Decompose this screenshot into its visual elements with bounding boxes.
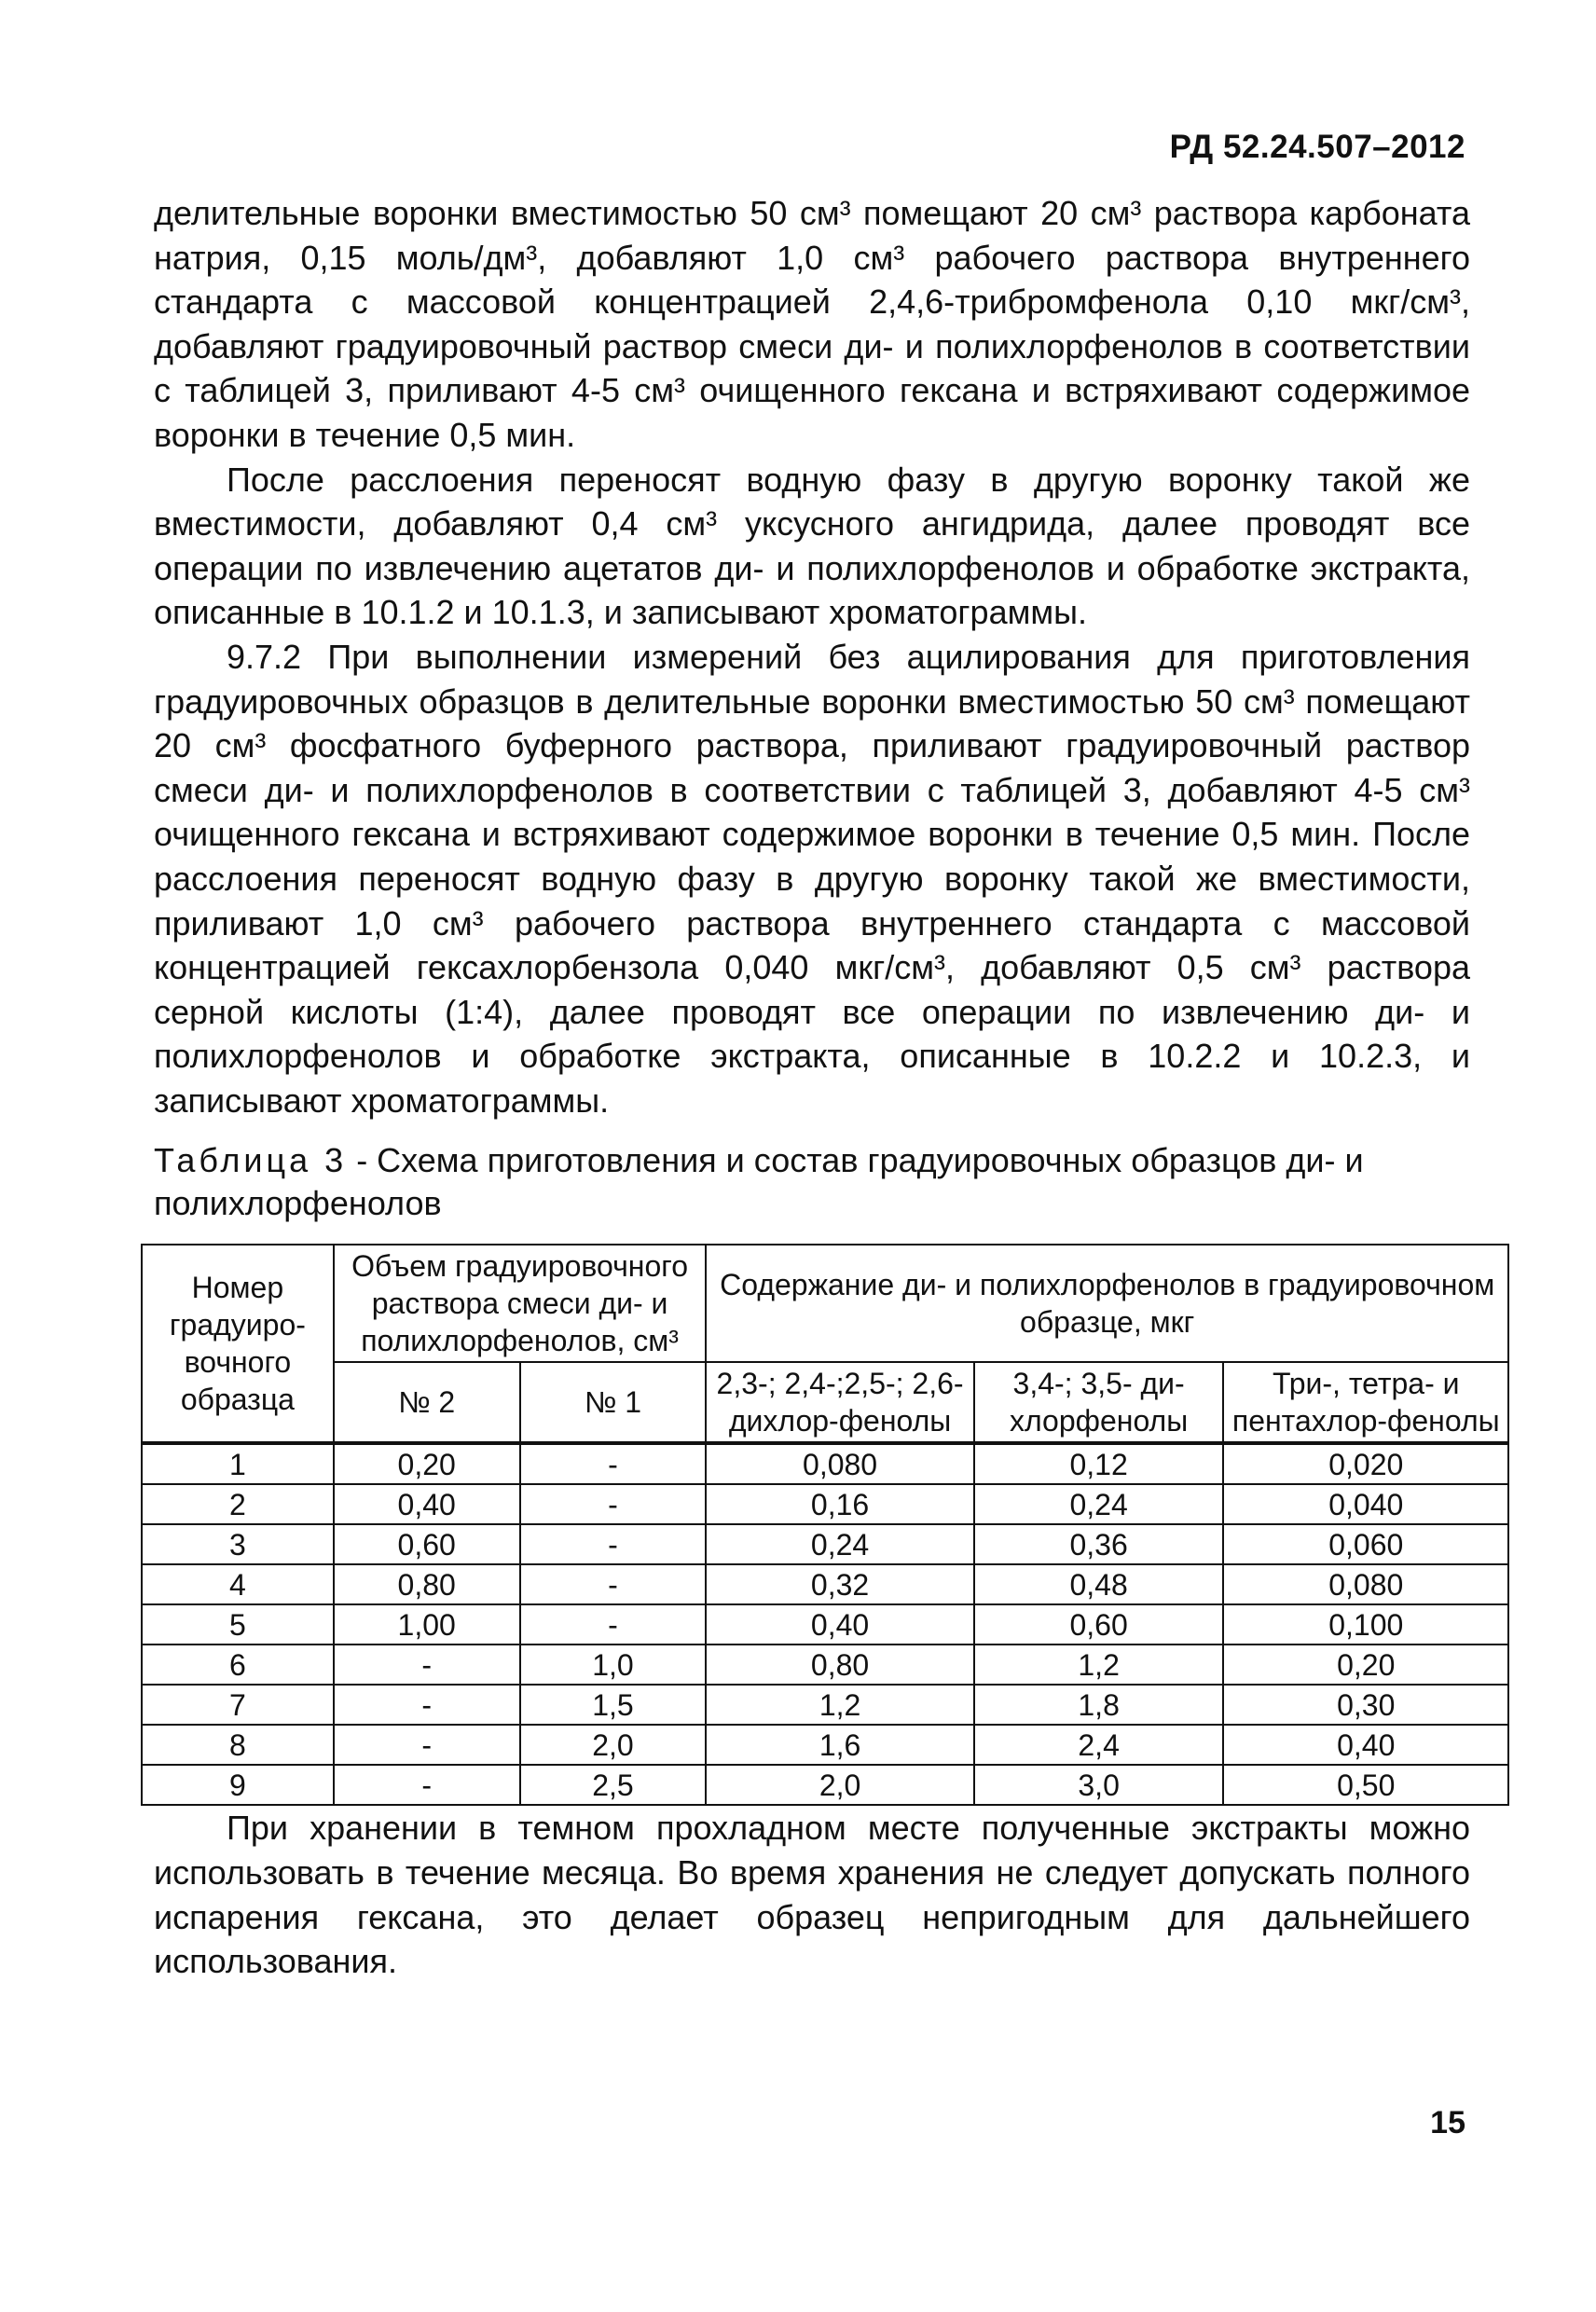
cell-polychlorophenols: 0,100 [1223, 1604, 1508, 1645]
cell-volume-solution-1: - [520, 1484, 707, 1524]
page-number: 15 [1430, 2105, 1465, 2140]
document-code: РД 52.24.507–2012 [1169, 129, 1465, 165]
paragraph-9-7-2: 9.7.2 При выполнении измерений без ацилирования для приготовления градуировочных образцов в делительные воронки вместимостью 50 см³ помещают 20 см³ фосфатного буферного раствора, приливают градуировочный раствор смеси ди- и полихлорфенолов в соответствии с таблицей 3, добавляют 4-5 см³ очищенного гексана и встряхивают содержимое воронки в течение 0,5 мин. После расслоения переносят водную фазу в другую воронку такой же вместимости, приливают 1,0 см³ рабочего раствора внутреннего стандарта с массовой концентрацией гексахлорбензола 0,040 мкг/см³, добавляют 0,5 см³ раствора серной кислоты (1:4), далее проводят все операции по извлечению ди- и полихлорфенолов и обработке экстракта, описанные в 10.2.2 и 10.2.3, и записывают хроматограммы. [154, 637, 1470, 1120]
header-sample-number: Номер градуиро-вочного образца [142, 1245, 334, 1443]
table-row [142, 1725, 1508, 1765]
header-volume-group: Объем градуировочного раствора смеси ди- и полихлорфенолов, см³ [334, 1245, 707, 1362]
cell-dichlorophenols-34-35: 0,36 [974, 1524, 1224, 1564]
header-dichlorophenols-34-35: 3,4-; 3,5- ди-хлорфенолы [974, 1362, 1224, 1443]
table-row [142, 1645, 1508, 1685]
paragraph-phase-separation: После расслоения переносят водную фазу в другую воронку такой же вместимости, добавляют 0,4 см³ уксусного ангидрида, далее проводят все операции по извлечению ацетатов ди- и полихлорфенолов и обработке экстракта, описанные в 10.1.2 и 10.1.3, и записывают хроматограммы. [154, 460, 1470, 632]
header-solution-1: № 1 [520, 1362, 707, 1443]
cell-polychlorophenols: 0,040 [1223, 1484, 1508, 1524]
page-content [154, 191, 1500, 1984]
header-polychlorophenols: Три-, тетра- и пентахлор-фенолы [1223, 1362, 1508, 1443]
cell-dichlorophenols: 0,80 [706, 1645, 973, 1685]
cell-sample-number: 9 [142, 1765, 334, 1805]
table-row [142, 1443, 1508, 1484]
cell-polychlorophenols: 0,080 [1223, 1564, 1508, 1604]
cell-dichlorophenols: 0,40 [706, 1604, 973, 1645]
cell-dichlorophenols-34-35: 2,4 [974, 1725, 1224, 1765]
cell-sample-number: 1 [142, 1443, 334, 1484]
cell-dichlorophenols-34-35: 1,2 [974, 1645, 1224, 1685]
cell-sample-number: 5 [142, 1604, 334, 1645]
cell-volume-solution-1: 2,5 [520, 1765, 707, 1805]
cell-dichlorophenols-34-35: 3,0 [974, 1765, 1224, 1805]
table-row [142, 1484, 1508, 1524]
cell-sample-number: 6 [142, 1645, 334, 1685]
cell-dichlorophenols: 0,080 [706, 1443, 973, 1484]
cell-dichlorophenols-34-35: 0,48 [974, 1564, 1224, 1604]
cell-sample-number: 8 [142, 1725, 334, 1765]
header-content-group: Содержание ди- и полихлорфенолов в градуировочном образце, мкг [706, 1245, 1508, 1362]
cell-sample-number: 7 [142, 1685, 334, 1725]
cell-volume-solution-2: 0,80 [334, 1564, 520, 1604]
cell-polychlorophenols: 0,020 [1223, 1443, 1508, 1484]
cell-polychlorophenols: 0,30 [1223, 1685, 1508, 1725]
cell-polychlorophenols: 0,20 [1223, 1645, 1508, 1685]
cell-volume-solution-2: - [334, 1685, 520, 1725]
cell-volume-solution-1: - [520, 1524, 707, 1564]
cell-dichlorophenols-34-35: 0,24 [974, 1484, 1224, 1524]
cell-dichlorophenols: 0,32 [706, 1564, 973, 1604]
paragraph-storage: При хранении в темном прохладном месте полученные экстракты можно использовать в течение месяца. Во время хранения не следует допускать полного испарения гексана, это делает образец непригодным для дальнейшего использования. [154, 1809, 1470, 1981]
cell-volume-solution-2: 0,20 [334, 1443, 520, 1484]
table-caption-label: Таблица 3 [154, 1141, 348, 1180]
cell-sample-number: 2 [142, 1484, 334, 1524]
cell-dichlorophenols: 1,6 [706, 1725, 973, 1765]
cell-dichlorophenols-34-35: 0,60 [974, 1604, 1224, 1645]
cell-dichlorophenols: 2,0 [706, 1765, 973, 1805]
cell-volume-solution-1: - [520, 1564, 707, 1604]
cell-dichlorophenols-34-35: 1,8 [974, 1685, 1224, 1725]
cell-volume-solution-1: 1,0 [520, 1645, 707, 1685]
cell-sample-number: 3 [142, 1524, 334, 1564]
table-row [142, 1524, 1508, 1564]
table-row [142, 1685, 1508, 1725]
cell-polychlorophenols: 0,060 [1223, 1524, 1508, 1564]
cell-dichlorophenols-34-35: 0,12 [974, 1443, 1224, 1484]
table-row [142, 1564, 1508, 1604]
table-row [142, 1765, 1508, 1805]
cell-dichlorophenols: 1,2 [706, 1685, 973, 1725]
cell-dichlorophenols: 0,24 [706, 1524, 973, 1564]
header-dichlorophenols: 2,3-; 2,4-;2,5-; 2,6- дихлор-фенолы [706, 1362, 973, 1443]
paragraph-continuation: делительные воронки вместимостью 50 см³ помещают 20 см³ раствора карбоната натрия, 0,15 моль/дм³, добавляют 1,0 см³ рабочего раствора внутреннего стандарта с массовой концентрацией 2,4,6-трибромфенола 0,10 мкг/см³, добавляют градуировочный раствор смеси ди- и полихлорфенолов в соответствии с таблицей 3, приливают 4-5 см³ очищенного гексана и встряхивают содержимое воронки в течение 0,5 мин. [154, 194, 1470, 454]
table-row [142, 1604, 1508, 1645]
cell-volume-solution-1: 1,5 [520, 1685, 707, 1725]
table-caption [154, 1139, 1470, 1225]
calibration-table [141, 1244, 1509, 1806]
cell-volume-solution-2: 0,40 [334, 1484, 520, 1524]
table-caption-text: - Схема приготовления и состав градуировочных образцов ди- и полихлорфенолов [154, 1141, 1364, 1223]
header-solution-2: № 2 [334, 1362, 520, 1443]
cell-polychlorophenols: 0,40 [1223, 1725, 1508, 1765]
cell-volume-solution-1: 2,0 [520, 1725, 707, 1765]
cell-polychlorophenols: 0,50 [1223, 1765, 1508, 1805]
cell-volume-solution-2: - [334, 1725, 520, 1765]
cell-volume-solution-2: - [334, 1645, 520, 1685]
cell-volume-solution-2: 0,60 [334, 1524, 520, 1564]
cell-sample-number: 4 [142, 1564, 334, 1604]
cell-dichlorophenols: 0,16 [706, 1484, 973, 1524]
cell-volume-solution-2: - [334, 1765, 520, 1805]
cell-volume-solution-1: - [520, 1443, 707, 1484]
cell-volume-solution-1: - [520, 1604, 707, 1645]
cell-volume-solution-2: 1,00 [334, 1604, 520, 1645]
